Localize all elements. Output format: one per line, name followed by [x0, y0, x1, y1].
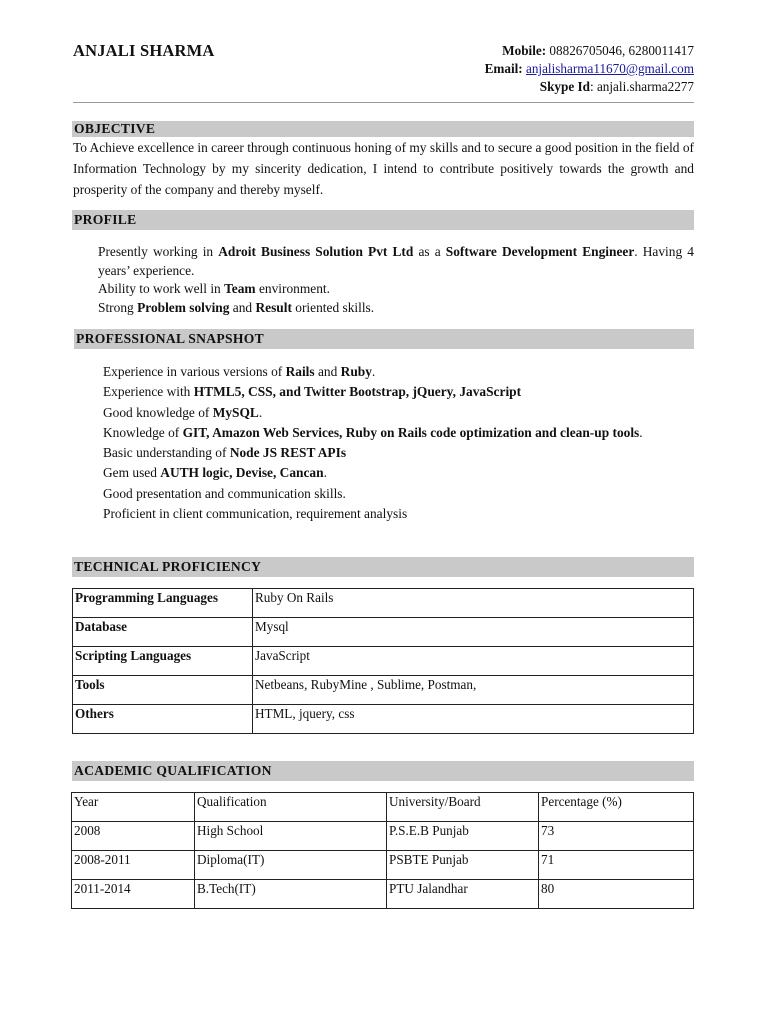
snapshot-item-text: HTML5, CSS, and Twitter Bootstrap, jQuery, JavaScript [193, 384, 522, 400]
academic-cell: 73 [539, 822, 694, 851]
technical-table [72, 588, 694, 734]
technical-cell: Database [73, 618, 253, 647]
technical-cell: HTML, jquery, css [253, 705, 694, 734]
profile-item-text: Adroit Business Solution Pvt Ltd [218, 244, 414, 259]
academic-row [72, 880, 694, 909]
snapshot-item-text: Good knowledge of [103, 404, 213, 420]
academic-heading: ACADEMIC QUALIFICATION [72, 761, 694, 781]
snapshot-item-text: . [371, 364, 376, 379]
snapshot-item [78, 363, 694, 380]
profile-item-text: Presently working in [98, 244, 219, 259]
profile-item-text: environment. [255, 281, 330, 296]
technical-heading: TECHNICAL PROFICIENCY [72, 557, 694, 577]
snapshot-item [78, 485, 694, 502]
technical-row [73, 705, 694, 734]
snapshot-item-text: and [314, 364, 341, 379]
contact-block [485, 42, 694, 96]
snapshot-item-text: AUTH logic, Devise, Cancan [160, 465, 324, 481]
snapshot-item-text: Gem used [103, 465, 161, 481]
snapshot-item-text: Node JS REST APIs [229, 445, 347, 461]
snapshot-item-text: . [323, 465, 327, 481]
snapshot-item-text: Rails [285, 364, 315, 379]
snapshot-item [78, 424, 694, 441]
snapshot-list [78, 363, 694, 525]
snapshot-item-text: Proficient in client communication, requirement analysis [103, 506, 408, 522]
mobile-value: 08826705046, 6280011417 [549, 43, 694, 58]
email-link[interactable]: anjalisharma11670@gmail.com [525, 61, 694, 76]
technical-row [73, 647, 694, 676]
profile-item [73, 299, 694, 318]
technical-cell: Netbeans, RubyMine , Sublime, Postman, [253, 676, 694, 705]
snapshot-item [78, 505, 694, 522]
snapshot-item-text: MySQL [212, 404, 259, 420]
academic-cell: Percentage (%) [539, 793, 694, 822]
mobile-label: Mobile: [502, 43, 547, 58]
snapshot-item-text: Ruby [340, 364, 372, 379]
academic-cell: 80 [539, 880, 694, 909]
academic-cell: Year [72, 793, 195, 822]
academic-row [72, 822, 694, 851]
technical-cell: Others [73, 705, 253, 734]
profile-item-text: Software Development Engineer [445, 244, 635, 259]
snapshot-item-text: Knowledge of [103, 424, 183, 440]
academic-cell: 71 [539, 851, 694, 880]
academic-cell: B.Tech(IT) [195, 880, 387, 909]
technical-cell: Scripting Languages [73, 647, 253, 676]
candidate-name: ANJALI SHARMA [73, 41, 215, 60]
profile-item [73, 243, 694, 280]
academic-cell: 2011-2014 [72, 880, 195, 909]
technical-cell: Tools [73, 676, 253, 705]
technical-cell: Ruby On Rails [253, 589, 694, 618]
profile-item-text: Ability to work well in [98, 281, 225, 296]
academic-cell: High School [195, 822, 387, 851]
profile-item-text: Problem solving [137, 299, 230, 315]
profile-item-text: oriented skills. [291, 299, 375, 315]
snapshot-item-text: Basic understanding of [103, 445, 230, 461]
snapshot-item-text: . [258, 404, 263, 420]
technical-row [73, 676, 694, 705]
profile-list [73, 243, 694, 317]
technical-cell: Programming Languages [73, 589, 253, 618]
snapshot-item-text: GIT, Amazon Web Services, Ruby on Rails code optimization and clean-up tools [182, 424, 640, 440]
email-line [485, 60, 694, 78]
mobile-line [485, 42, 694, 60]
objective-text: To Achieve excellence in career through continuous honing of my skills and to secure a good position in the field of Information Technology by my sincerity dedication, I intend to contribute positively towards the growth and prosperity of the company and thereby myself. [73, 140, 694, 197]
snapshot-heading: PROFESSIONAL SNAPSHOT [74, 329, 694, 349]
academic-table [71, 792, 694, 909]
header-divider [73, 102, 694, 103]
snapshot-item [78, 464, 694, 481]
snapshot-item-text: . [639, 424, 643, 440]
academic-cell: 2008-2011 [72, 851, 195, 880]
snapshot-item [78, 404, 694, 421]
technical-row [73, 618, 694, 647]
profile-item-text: and [229, 299, 256, 315]
academic-row [72, 851, 694, 880]
snapshot-item [78, 444, 694, 461]
email-label: Email: [484, 61, 523, 76]
snapshot-item-text: Experience in various versions of [103, 364, 286, 379]
technical-cell: Mysql [253, 618, 694, 647]
academic-row [72, 793, 694, 822]
academic-cell: Qualification [195, 793, 387, 822]
profile-item-text: . Having 4 years’ experience. [98, 244, 694, 278]
profile-item-text: as a [413, 244, 446, 259]
technical-cell: JavaScript [253, 647, 694, 676]
profile-item-text: Team [224, 281, 256, 296]
skype-label: Skype Id [539, 79, 590, 94]
academic-cell: PTU Jalandhar [387, 880, 539, 909]
skype-value: : anjali.sharma2277 [589, 79, 694, 94]
objective-heading: OBJECTIVE [72, 121, 694, 137]
academic-cell: 2008 [72, 822, 195, 851]
academic-cell: University/Board [387, 793, 539, 822]
snapshot-item [78, 383, 694, 400]
skype-line [485, 78, 694, 96]
profile-heading: PROFILE [72, 210, 694, 230]
snapshot-item-text: Good presentation and communication skills. [103, 485, 346, 501]
profile-item [73, 280, 694, 299]
snapshot-item-text: Experience with [103, 384, 194, 400]
profile-item-text: Result [255, 299, 292, 315]
technical-row [73, 589, 694, 618]
academic-cell: P.S.E.B Punjab [387, 822, 539, 851]
academic-cell: PSBTE Punjab [387, 851, 539, 880]
profile-item-text: Strong [98, 299, 138, 315]
academic-cell: Diploma(IT) [195, 851, 387, 880]
